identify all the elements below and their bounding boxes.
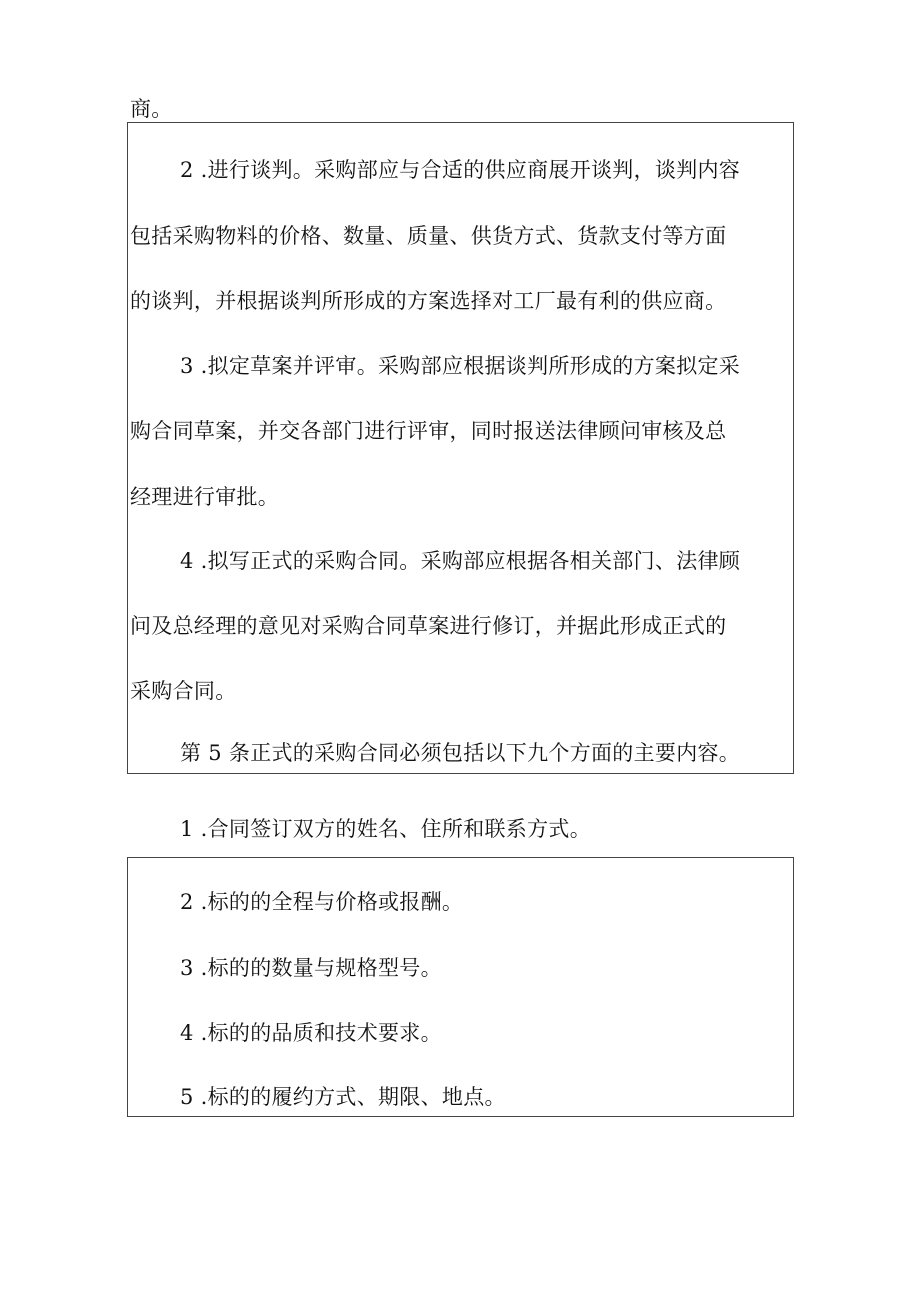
item-2-line-2: 包括采购物料的价格、数量、质量、供货方式、货款支付等方面 bbox=[130, 224, 727, 248]
item-3-line-1: 3 .拟定草案并评审。采购部应根据谈判所形成的方案拟定采 bbox=[180, 354, 741, 378]
article-5-heading: 第 5 条正式的采购合同必须包括以下九个方面的主要内容。 bbox=[180, 741, 741, 765]
item-3-line-3: 经理进行审批。 bbox=[130, 485, 280, 509]
item-2-line-3: 的谈判，并根据谈判所形成的方案选择对工厂最有利的供应商。 bbox=[130, 289, 727, 313]
list-item-2: 2 .标的的全程与价格或报酬。 bbox=[180, 890, 464, 914]
item-4-line-3: 采购合同。 bbox=[130, 679, 237, 703]
list-item-4: 4 .标的的品质和技术要求。 bbox=[180, 1021, 442, 1045]
item-2-line-1: 2 .进行谈判。采购部应与合适的供应商展开谈判，谈判内容 bbox=[180, 158, 741, 182]
item-4-line-1: 4 .拟写正式的采购合同。采购部应根据各相关部门、法律顾 bbox=[180, 549, 741, 573]
item-4-line-2: 问及总经理的意见对采购合同草案进行修订，并据此形成正式的 bbox=[130, 614, 727, 638]
continuation-text: 商。 bbox=[130, 97, 173, 121]
list-item-3: 3 .标的的数量与规格型号。 bbox=[180, 956, 442, 980]
list-item-1: 1 .合同签订双方的姓名、住所和联系方式。 bbox=[180, 817, 592, 841]
list-item-5: 5 .标的的履约方式、期限、地点。 bbox=[180, 1085, 506, 1109]
item-3-line-2: 购合同草案，并交各部门进行评审，同时报送法律顾问审核及总 bbox=[130, 419, 727, 443]
